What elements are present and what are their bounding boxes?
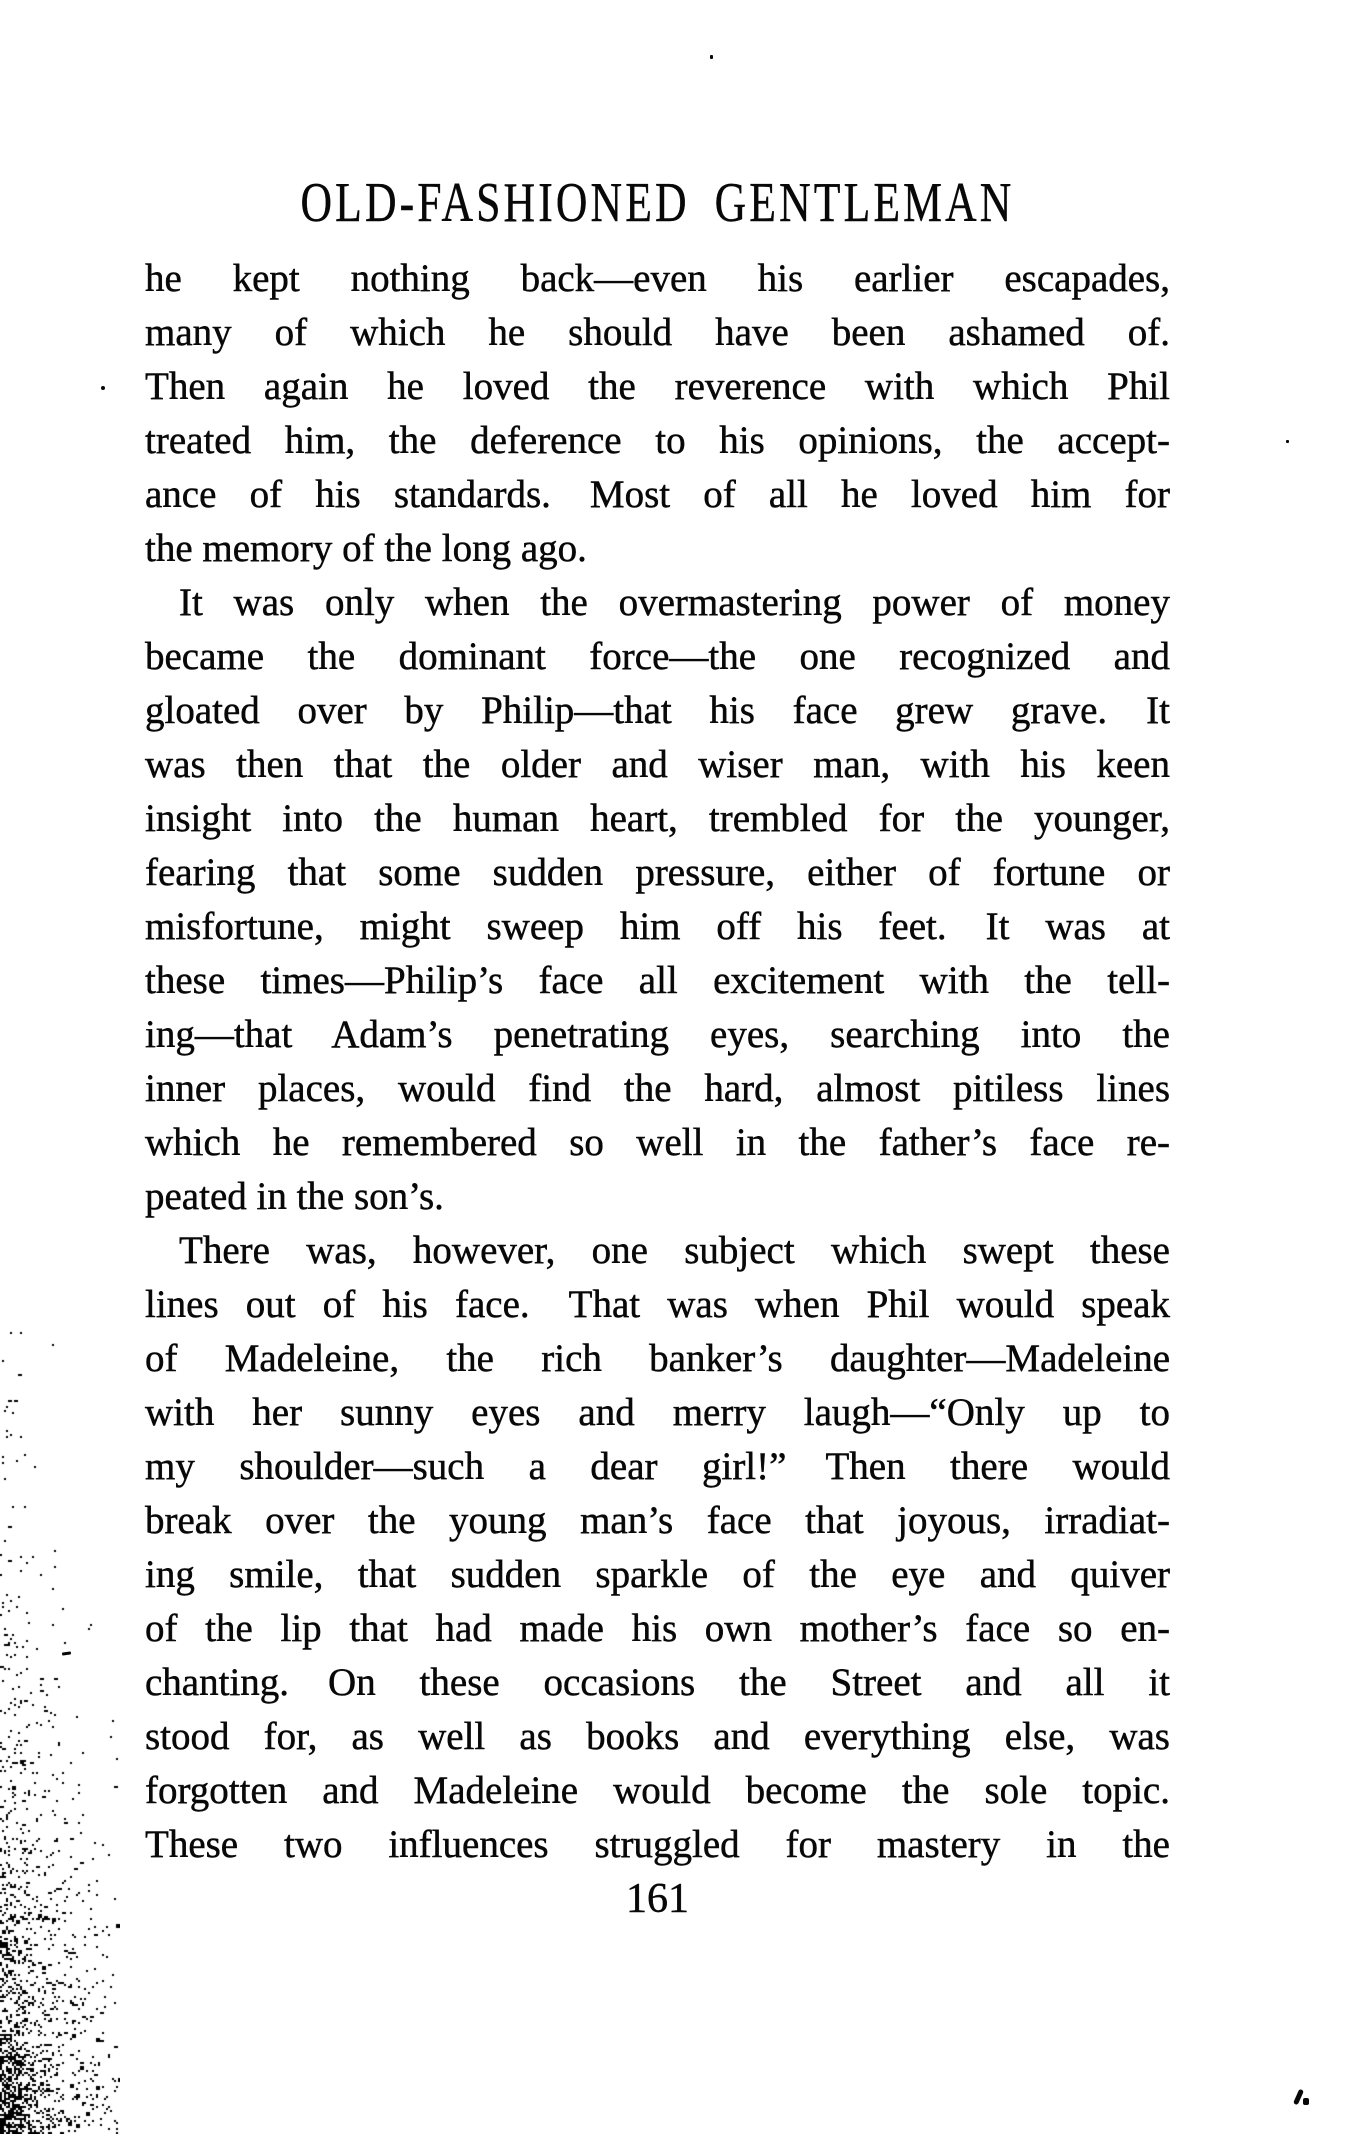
text-line: These two influences struggled for mastery in the <box>145 1823 1170 1866</box>
page-number: 161 <box>626 1876 689 1922</box>
text-line: break over the young man’s face that joyous, irradiat- <box>145 1499 1170 1542</box>
text-line: the memory of the long ago. <box>145 527 587 570</box>
text-line: many of which he should have been ashamed of. <box>145 311 1170 354</box>
text-line: stood for, as well as books and everything else, was <box>145 1715 1170 1758</box>
text-line: with her sunny eyes and merry laugh—“Only up to <box>145 1391 1170 1434</box>
text-line: ance of his standards. Most of all he loved him for <box>145 473 1170 516</box>
text-column <box>145 252 1170 1872</box>
text-line: was then that the older and wiser man, with his keen <box>145 743 1170 786</box>
ink-speck <box>1303 2098 1309 2105</box>
text-line: of Madeleine, the rich banker’s daughter—Madeleine <box>145 1337 1170 1380</box>
text-line: of the lip that had made his own mother’s face so en- <box>145 1607 1170 1650</box>
text-line: these times—Philip’s face all excitement with the tell- <box>145 959 1170 1002</box>
text-line: insight into the human heart, trembled for the younger, <box>145 797 1170 840</box>
text-line: misfortune, might sweep him off his feet. It was at <box>145 905 1170 948</box>
text-line: forgotten and Madeleine would become the sole topic. <box>145 1769 1170 1812</box>
text-line: which he remembered so well in the father’s face re- <box>145 1121 1170 1164</box>
text-line: my shoulder—such a dear girl!” Then there would <box>145 1445 1170 1488</box>
text-line: peated in the son’s. <box>145 1175 444 1218</box>
ink-speck <box>1286 440 1289 443</box>
text-line: ing—that Adam’s penetrating eyes, searching into the <box>145 1013 1170 1056</box>
text-line: became the dominant force—the one recognized and <box>145 635 1170 678</box>
text-line: he kept nothing back—even his earlier escapades, <box>145 257 1170 300</box>
text-line: fearing that some sudden pressure, either of fortune or <box>145 851 1170 894</box>
text-line: Then again he loved the reverence with which Phil <box>145 365 1170 408</box>
text-line: lines out of his face. That was when Phil would speak <box>145 1283 1170 1326</box>
text-line: treated him, the deference to his opinions, the accept- <box>145 419 1170 462</box>
text-line: inner places, would find the hard, almost pitiless lines <box>145 1067 1170 1110</box>
text-line: It was only when the overmastering power of money <box>179 581 1170 624</box>
text-line: chanting. On these occasions the Street and all it <box>145 1661 1170 1704</box>
scan-noise-left-edge <box>0 1330 120 2134</box>
text-line: ing smile, that sudden sparkle of the eye and quiver <box>145 1553 1170 1596</box>
ink-speck <box>101 386 105 390</box>
text-line: There was, however, one subject which swept these <box>179 1229 1170 1272</box>
running-head: OLD-FASHIONED GENTLEMAN <box>300 172 1015 234</box>
text-line: gloated over by Philip—that his face grew grave. It <box>145 689 1170 732</box>
ink-speck <box>710 55 713 59</box>
